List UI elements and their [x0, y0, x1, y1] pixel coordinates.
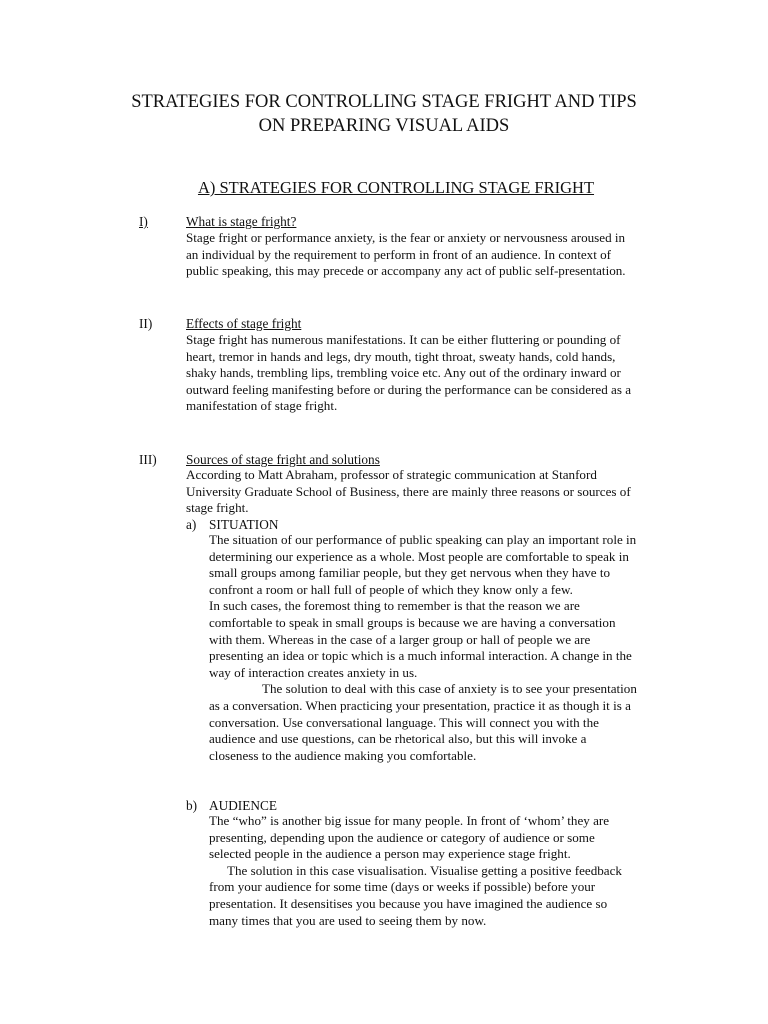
audience-line: from your audience for some time (days or weeks if possible) before your — [209, 879, 596, 895]
situation-body — [209, 532, 637, 764]
situation-line: In such cases, the foremost thing to remember is that the reason we are — [209, 598, 580, 614]
situation-line: audience and use questions, can be rhetorical also, but this will invoke a — [209, 731, 587, 747]
situation-line: with them. Whereas in the case of a larger group or hall of people we are — [209, 631, 591, 647]
section-1-body — [186, 230, 626, 280]
situation-line: small groups among familiar people, but they get nervous when they have to — [209, 565, 611, 581]
section-1-line: an individual by the requirement to perform in front of an audience. In context of — [186, 246, 612, 262]
audience-heading: AUDIENCE — [209, 798, 277, 813]
section-3-heading: Sources of stage fright and solutions — [186, 452, 380, 467]
situation-line: closeness to the audience making you comfortable. — [209, 747, 477, 763]
document-title — [60, 90, 708, 138]
section-2-number: II) — [139, 316, 153, 331]
situation-line: conversation. Use conversational language. This will connect you with the — [209, 714, 599, 730]
audience-line: presenting, depending upon the audience or category of audience or some — [209, 829, 595, 845]
situation-line: as a conversation. When practicing your presentation, practice it as though it is a — [209, 697, 631, 713]
audience-line: presentation. It desensitises you because you have imagined the audience so — [209, 895, 608, 911]
audience-line: selected people in the audience a person may experience stage fright. — [209, 846, 571, 862]
section-a-heading — [60, 178, 732, 198]
section-2-line: outward feeling manifesting before or during the performance can be considered as a — [186, 381, 632, 397]
situation-line: way of interaction creates anxiety in us. — [209, 664, 418, 680]
section-3-body — [186, 467, 631, 517]
section-1-line: public speaking, this may precede or accompany any act of public self-presentation. — [186, 263, 626, 279]
section-3-line: University Graduate School of Business, there are mainly three reasons or sources of — [186, 483, 631, 499]
section-2-heading: Effects of stage fright — [186, 316, 302, 331]
section-3-line: stage fright. — [186, 500, 249, 516]
section-2-body — [186, 332, 631, 415]
audience-body — [209, 813, 622, 929]
section-3-line: According to Matt Abraham, professor of strategic communication at Stanford — [186, 467, 597, 482]
situation-heading: SITUATION — [209, 517, 279, 532]
title-line-1: STRATEGIES FOR CONTROLLING STAGE FRIGHT AND TIPS — [131, 92, 637, 112]
situation-line: The situation of our performance of public speaking can play an important role in — [209, 532, 637, 547]
audience-line: The “who” is another big issue for many people. In front of ‘whom’ they are — [209, 813, 610, 828]
section-1-number: I) — [139, 214, 148, 229]
situation-line: presenting an idea or topic which is a much informal interaction. A change in the — [209, 648, 632, 664]
section-2-line: manifestation of stage fright. — [186, 398, 338, 414]
section-2-line: heart, tremor in hands and legs, dry mouth, tight throat, sweaty hands, cold hands, — [186, 348, 616, 364]
section-a-prefix: A) — [197, 178, 220, 197]
audience-label: b) — [186, 798, 198, 813]
situation-line: The solution to deal with this case of anxiety is to see your presentation — [262, 681, 637, 697]
situation-line: comfortable to speak in small groups is because we are having a conversation — [209, 614, 616, 630]
audience-line: The solution in this case visualisation. Visualise getting a positive feedback — [227, 862, 622, 878]
section-2-line: shaky hands, trembling lips, trembling voice etc. Any out of the ordinary inward or — [186, 365, 621, 381]
section-3-number: III) — [139, 452, 157, 467]
situation-label: a) — [186, 517, 197, 532]
section-2-line: Stage fright has numerous manifestations. It can be either fluttering or pounding of — [186, 332, 621, 347]
title-line-2: ON PREPARING VISUAL AIDS — [258, 116, 510, 136]
section-1-line: Stage fright or performance anxiety, is the fear or anxiety or nervousness aroused in — [186, 230, 626, 245]
situation-line: determining our experience as a whole. Most people are comfortable to speak in — [209, 548, 629, 564]
section-1-heading: What is stage fright? — [186, 214, 297, 229]
section-a-title: STRATEGIES FOR CONTROLLING STAGE FRIGHT — [219, 178, 595, 197]
audience-line: many times that you are used to seeing them by now. — [209, 912, 487, 928]
situation-line: confront a room or hall full of people of which they know only a few. — [209, 581, 573, 597]
